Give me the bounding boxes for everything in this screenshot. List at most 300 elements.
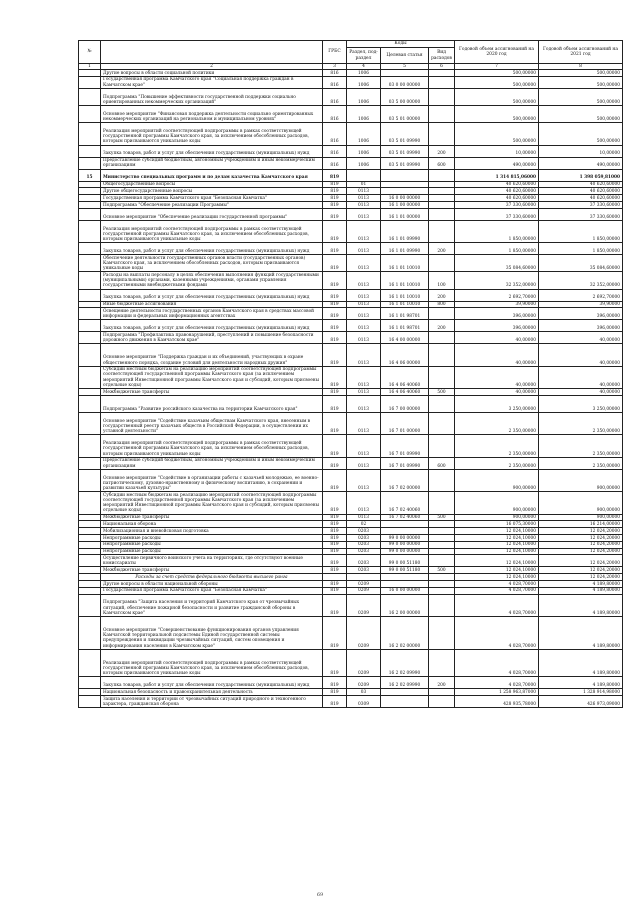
row-celevaya: 16 0 00 00000 (381, 587, 429, 594)
row-grbs: 816 (323, 70, 347, 77)
table-row (79, 587, 623, 594)
row-name: Межбюджетные трансферты (101, 567, 323, 574)
table-row (79, 689, 623, 696)
row-value-2021: 900,00000 (539, 469, 623, 491)
row-vid (429, 689, 455, 696)
row-celevaya: 16 1 01 10010 (381, 272, 429, 289)
row-razdel: 0113 (347, 243, 381, 255)
row-razdel: 0113 (347, 301, 381, 308)
row-number (79, 243, 101, 255)
row-value-2021: 37 330,60000 (539, 201, 623, 208)
row-vid: 200 (429, 677, 455, 689)
row-number (79, 395, 101, 412)
row-vid (429, 195, 455, 202)
row-grbs: 819 (323, 208, 347, 220)
row-razdel: 1006 (347, 70, 381, 77)
row-value-2021: 12 024,20000 (539, 567, 623, 574)
row-value-2020: 37 330,60000 (455, 201, 539, 208)
row-razdel: 01 (347, 181, 381, 188)
table-row (79, 272, 623, 289)
row-razdel: 0209 (347, 617, 381, 650)
table-row (79, 188, 623, 195)
row-grbs: 819 (323, 332, 347, 344)
table-row (79, 243, 623, 255)
row-razdel: 0309 (347, 696, 381, 708)
row-value-2020: 12 024,10000 (455, 528, 539, 535)
row-number: 15 (79, 169, 101, 181)
row-value-2020: 2 350,00000 (455, 457, 539, 469)
row-value-2021: 1 850,00000 (539, 220, 623, 242)
table-row (79, 555, 623, 567)
table-row (79, 395, 623, 412)
row-name: Национальная безопасность и правоохранительная деятельность (101, 689, 323, 696)
row-name: Расходы на выплаты персоналу в целях обеспечения выполнения функций государственными (муниципальными) органами, казенными учреждениями, органами управления государственными внебюджетными фондами (101, 272, 323, 289)
row-number (79, 574, 101, 581)
row-celevaya: 03 5 01 09990 (381, 123, 429, 145)
row-celevaya (381, 581, 429, 588)
row-number (79, 528, 101, 535)
row-value-2021: 500,00000 (539, 123, 623, 145)
row-value-2020: 900,00000 (455, 514, 539, 521)
row-grbs: 819 (323, 413, 347, 435)
row-value-2020: 2 350,00000 (455, 435, 539, 457)
row-value-2021: 16 214,00000 (539, 521, 623, 528)
row-celevaya: 16 1 01 10010 (381, 255, 429, 272)
row-celevaya (381, 696, 429, 708)
row-grbs: 819 (323, 255, 347, 272)
row-name: Обеспечение деятельности государственных органов власти (государственных органов) Камчатского края, за исключением обособленных расходов, которым присваиваются уникальные коды (101, 255, 323, 272)
row-value-2020: 396,00000 (455, 320, 539, 332)
row-number (79, 435, 101, 457)
header-vid: Вид расходов (429, 48, 455, 64)
row-grbs: 819 (323, 188, 347, 195)
row-vid (429, 413, 455, 435)
row-razdel (347, 169, 381, 181)
table-row (79, 541, 623, 548)
row-celevaya: 16 4 00 00000 (381, 332, 429, 344)
row-value-2020: 37 330,60000 (455, 208, 539, 220)
row-name: Защита населения и территории от чрезвычайных ситуаций природного и техногенного характера, гражданская оборона (101, 696, 323, 708)
table-row (79, 88, 623, 105)
row-number (79, 88, 101, 105)
row-vid: 500 (429, 389, 455, 396)
row-value-2021: 40 620,60000 (539, 188, 623, 195)
table-row (79, 145, 623, 157)
row-value-2021: 1 398 059,81000 (539, 169, 623, 181)
row-grbs: 819 (323, 541, 347, 548)
row-name: Осуществление первичного воинского учета на территориях, где отсутствуют военные комиссариаты (101, 555, 323, 567)
row-value-2020: 4 028,70000 (455, 677, 539, 689)
table-row (79, 308, 623, 320)
header-2021: Годовой объем ассигнований на 2021 год (539, 41, 623, 64)
row-celevaya: 03 5 00 00000 (381, 88, 429, 105)
row-value-2020: 4 028,70000 (455, 594, 539, 616)
row-name: Субсидии местным бюджетам на реализацию мероприятий соответствующей подпрограммы соответствующей государственной программы Камчатского края (за исключением мероприятий Инвестиционной программы Камчатского края и субсидий, которым присвоены отдельные коды) (101, 366, 323, 388)
row-number (79, 535, 101, 542)
row-razdel: 0113 (347, 389, 381, 396)
row-number (79, 201, 101, 208)
row-name: Непрограммные расходы (101, 548, 323, 555)
row-value-2020: 40,00000 (455, 332, 539, 344)
table-row (79, 574, 623, 581)
row-value-2021: 35 084,60000 (539, 255, 623, 272)
row-value-2020: 4 028,70000 (455, 581, 539, 588)
row-razdel: 0113 (347, 195, 381, 202)
row-name: Основное мероприятие "Финансовая поддержка деятельности социально ориентированных некоммерческих организаций на региональном и муниципальном уровнях" (101, 105, 323, 122)
table-row (79, 181, 623, 188)
row-razdel: 0113 (347, 201, 381, 208)
table-row (79, 320, 623, 332)
row-number (79, 76, 101, 88)
row-grbs: 819 (323, 201, 347, 208)
row-grbs: 819 (323, 301, 347, 308)
row-name: Межбюджетные трансферты (101, 514, 323, 521)
row-razdel: 0113 (347, 208, 381, 220)
row-name: Государственная программа Камчатского края "Безопасная Камчатка" (101, 195, 323, 202)
row-value-2020: 10,00000 (455, 145, 539, 157)
row-vid: 600 (429, 157, 455, 169)
table-row (79, 208, 623, 220)
row-name: Предоставление субсидий бюджетным, автономным учреждениям и иным некоммерческим организациям (101, 157, 323, 169)
table-row (79, 70, 623, 77)
table-row (79, 677, 623, 689)
row-value-2021: 500,00000 (539, 70, 623, 77)
row-name: Другие вопросы в области социальной политики (101, 70, 323, 77)
row-number (79, 548, 101, 555)
header-grbs: ГРБС (323, 41, 347, 64)
row-vid: 600 (429, 457, 455, 469)
row-grbs (323, 574, 347, 581)
row-razdel: 0209 (347, 581, 381, 588)
table-row (79, 201, 623, 208)
table-row (79, 521, 623, 528)
row-name: Закупка товаров, работ и услуг для обеспечения государственных (муниципальных) нужд (101, 677, 323, 689)
row-vid (429, 88, 455, 105)
row-name: Реализация мероприятий соответствующей подпрограммы в рамках соответствующей государственной программы Камчатского края, за исключением обособленных расходов, которым присваиваются уникальные коды (101, 435, 323, 457)
row-value-2020: 40,00000 (455, 366, 539, 388)
row-value-2020: 500,00000 (455, 105, 539, 122)
row-vid (429, 188, 455, 195)
row-value-2021: 4 189,80000 (539, 649, 623, 677)
row-grbs: 819 (323, 169, 347, 181)
row-value-2020: 12 024,10000 (455, 548, 539, 555)
row-number (79, 581, 101, 588)
table-body (79, 70, 623, 708)
row-number (79, 105, 101, 122)
header-codes: Коды (347, 41, 455, 48)
row-vid: 200 (429, 145, 455, 157)
row-vid (429, 594, 455, 616)
row-razdel: 1006 (347, 105, 381, 122)
row-value-2020: 500,00000 (455, 123, 539, 145)
row-razdel: 1006 (347, 123, 381, 145)
row-name: Субсидии местным бюджетам на реализацию мероприятий соответствующей подпрограммы соответствующей государственной программы Камчатского края (за исключением мероприятий Инвестиционной программы Камчатского края и субсидий, которым присвоены отдельные коды) (101, 492, 323, 514)
row-celevaya: 16 1 01 98701 (381, 320, 429, 332)
index-cell: 7 (455, 64, 539, 70)
row-razdel: 0113 (347, 366, 381, 388)
table-row (79, 617, 623, 650)
row-number (79, 301, 101, 308)
row-razdel (347, 574, 381, 581)
row-name: Межбюджетные трансферты (101, 389, 323, 396)
row-celevaya: 99 0 00 00000 (381, 535, 429, 542)
row-number (79, 344, 101, 366)
row-name: Министерство специальных программ и по делам казачества Камчатского края (101, 169, 323, 181)
table-row (79, 492, 623, 514)
index-cell: 6 (429, 64, 455, 70)
row-name: Мобилизационная и вневойсковая подготовка (101, 528, 323, 535)
row-name: Основное мероприятие "Поддержка граждан и их объединений, участвующих в охране общественного порядка, создание условий для деятельности народных дружин" (101, 344, 323, 366)
row-celevaya (381, 169, 429, 181)
row-value-2020: 12 024,10000 (455, 541, 539, 548)
row-value-2021: 40 620,60000 (539, 181, 623, 188)
row-number (79, 145, 101, 157)
row-number (79, 587, 101, 594)
row-value-2021: 39,90000 (539, 301, 623, 308)
row-number (79, 649, 101, 677)
row-grbs: 816 (323, 105, 347, 122)
row-razdel: 0113 (347, 514, 381, 521)
row-name: Предоставление субсидий бюджетным, автономным учреждениям и иным некоммерческим организациям (101, 457, 323, 469)
row-number (79, 594, 101, 616)
row-grbs: 819 (323, 567, 347, 574)
row-celevaya: 16 2 02 00000 (381, 617, 429, 650)
row-value-2021: 2 350,00000 (539, 413, 623, 435)
row-vid: 500 (429, 567, 455, 574)
row-razdel: 0203 (347, 541, 381, 548)
row-name: Реализация мероприятий соответствующей подпрограммы в рамках соответствующей государственной программы Камчатского края, за исключением обособленных расходов, которым присваиваются уникальные коды (101, 649, 323, 677)
row-number (79, 289, 101, 301)
table-row (79, 567, 623, 574)
page-number: 69 (316, 892, 324, 898)
table-row (79, 76, 623, 88)
row-vid (429, 308, 455, 320)
row-number (79, 521, 101, 528)
row-number (79, 677, 101, 689)
row-value-2021: 396,00000 (539, 320, 623, 332)
row-value-2020: 396,00000 (455, 308, 539, 320)
row-value-2020: 1 850,00000 (455, 243, 539, 255)
row-grbs: 819 (323, 581, 347, 588)
row-vid (429, 521, 455, 528)
row-razdel: 0203 (347, 528, 381, 535)
table-row (79, 548, 623, 555)
row-razdel: 0113 (347, 469, 381, 491)
table-row (79, 220, 623, 242)
row-celevaya: 16 7 02 40060 (381, 492, 429, 514)
row-value-2020: 3 250,00000 (455, 395, 539, 412)
row-vid (429, 344, 455, 366)
row-grbs: 819 (323, 617, 347, 650)
row-grbs: 819 (323, 696, 347, 708)
row-grbs: 819 (323, 649, 347, 677)
row-vid (429, 535, 455, 542)
table-row (79, 123, 623, 145)
row-celevaya: 16 7 00 00000 (381, 395, 429, 412)
row-vid (429, 208, 455, 220)
row-value-2020: 2 692,70000 (455, 289, 539, 301)
row-grbs: 816 (323, 145, 347, 157)
row-value-2021: 37 330,60000 (539, 208, 623, 220)
row-celevaya (381, 70, 429, 77)
row-celevaya: 99 0 00 51180 (381, 567, 429, 574)
row-value-2020: 4 028,70000 (455, 587, 539, 594)
row-name: Закупка товаров, работ и услуг для обеспечения государственных (муниципальных) нужд (101, 145, 323, 157)
row-celevaya: 16 1 01 98701 (381, 308, 429, 320)
row-value-2020: 35 084,60000 (455, 255, 539, 272)
row-grbs: 819 (323, 243, 347, 255)
table-row (79, 366, 623, 388)
row-name: Основное мероприятие "Обеспечение реализации государственной программы" (101, 208, 323, 220)
row-vid (429, 435, 455, 457)
row-name: Подпрограмма "Обеспечение реализации Программы" (101, 201, 323, 208)
row-celevaya: 99 0 00 00000 (381, 548, 429, 555)
row-celevaya: 03 5 01 09990 (381, 145, 429, 157)
row-value-2021: 2 350,00000 (539, 457, 623, 469)
row-vid: 200 (429, 320, 455, 332)
row-number (79, 389, 101, 396)
row-vid (429, 395, 455, 412)
row-name: Общегосударственные вопросы (101, 181, 323, 188)
row-value-2021: 1 328 914,98000 (539, 689, 623, 696)
table-row (79, 332, 623, 344)
row-vid (429, 617, 455, 650)
row-vid (429, 649, 455, 677)
row-value-2021: 40 620,60000 (539, 195, 623, 202)
row-vid (429, 169, 455, 181)
row-celevaya: 16 4 06 00000 (381, 344, 429, 366)
header-number: № (79, 41, 101, 64)
row-razdel: 0203 (347, 555, 381, 567)
row-vid (429, 541, 455, 548)
row-number (79, 123, 101, 145)
row-razdel: 0209 (347, 649, 381, 677)
row-name: Расходы за счет средств федерального бюджета высшего ранга (101, 574, 323, 581)
row-name: Закупка товаров, работ и услуг для обеспечения государственных (муниципальных) нужд (101, 289, 323, 301)
index-cell: 8 (539, 64, 623, 70)
row-value-2021: 10,00000 (539, 145, 623, 157)
table-row (79, 301, 623, 308)
row-value-2021: 12 024,20000 (539, 541, 623, 548)
row-number (79, 617, 101, 650)
row-name: Подпрограмма "Повышение эффективности государственной поддержки социально ориентированных некоммерческих организаций" (101, 88, 323, 105)
table-header (79, 41, 623, 70)
row-razdel: 0209 (347, 677, 381, 689)
row-razdel: 03 (347, 689, 381, 696)
row-value-2020: 500,00000 (455, 88, 539, 105)
row-grbs: 819 (323, 457, 347, 469)
row-name: Освещение деятельности государственных органов Камчатского края в средствах массовой информации и федеральных информационных агентствах (101, 308, 323, 320)
row-number (79, 366, 101, 388)
row-grbs: 819 (323, 548, 347, 555)
row-grbs: 819 (323, 272, 347, 289)
row-celevaya (381, 574, 429, 581)
row-value-2021: 500,00000 (539, 88, 623, 105)
row-value-2020: 500,00000 (455, 76, 539, 88)
row-celevaya (381, 521, 429, 528)
row-celevaya: 16 1 01 10010 (381, 301, 429, 308)
row-vid (429, 548, 455, 555)
row-razdel: 02 (347, 521, 381, 528)
row-value-2020: 40 620,60000 (455, 188, 539, 195)
row-vid (429, 105, 455, 122)
row-value-2020: 900,00000 (455, 469, 539, 491)
row-grbs: 819 (323, 435, 347, 457)
row-value-2020: 12 024,10000 (455, 574, 539, 581)
row-razdel: 1006 (347, 145, 381, 157)
row-name: Иные бюджетные ассигнования (101, 301, 323, 308)
row-vid (429, 255, 455, 272)
row-vid (429, 696, 455, 708)
row-number (79, 308, 101, 320)
row-value-2020: 1 850,00000 (455, 220, 539, 242)
row-value-2021: 4 189,80000 (539, 587, 623, 594)
row-razdel: 0209 (347, 594, 381, 616)
row-grbs: 819 (323, 366, 347, 388)
index-cell: 4 (347, 64, 381, 70)
index-cell: 1 (79, 64, 101, 70)
row-grbs: 819 (323, 514, 347, 521)
row-celevaya: 16 7 01 09990 (381, 435, 429, 457)
row-grbs: 819 (323, 220, 347, 242)
row-vid (429, 555, 455, 567)
row-vid (429, 528, 455, 535)
row-number (79, 332, 101, 344)
row-value-2020: 12 024,10000 (455, 535, 539, 542)
row-vid (429, 492, 455, 514)
row-celevaya: 16 1 01 09990 (381, 243, 429, 255)
row-name: Закупка товаров, работ и услуг для обеспечения государственных (муниципальных) нужд (101, 320, 323, 332)
row-value-2020: 40 620,60000 (455, 181, 539, 188)
row-value-2021: 396,00000 (539, 308, 623, 320)
row-name: Государственная программа Камчатского края "Безопасная Камчатка" (101, 587, 323, 594)
row-value-2021: 500,00000 (539, 105, 623, 122)
row-value-2020: 39,90000 (455, 301, 539, 308)
row-name: Закупка товаров, работ и услуг для обеспечения государственных (муниципальных) нужд (101, 243, 323, 255)
row-number (79, 541, 101, 548)
row-grbs: 819 (323, 594, 347, 616)
table-row (79, 195, 623, 202)
row-name: Непрограммные расходы (101, 535, 323, 542)
row-value-2020: 32 352,00000 (455, 272, 539, 289)
header-2020: Годовой объем ассигнований на 2020 год (455, 41, 539, 64)
row-grbs: 816 (323, 123, 347, 145)
row-value-2021: 40,00000 (539, 344, 623, 366)
row-celevaya: 16 7 02 40060 (381, 514, 429, 521)
row-value-2020: 12 024,10000 (455, 555, 539, 567)
row-razdel: 0113 (347, 272, 381, 289)
row-celevaya: 16 1 00 00000 (381, 201, 429, 208)
row-razdel: 0113 (347, 308, 381, 320)
row-number (79, 208, 101, 220)
row-grbs: 819 (323, 308, 347, 320)
row-value-2021: 900,00000 (539, 514, 623, 521)
row-celevaya: 03 5 01 09990 (381, 157, 429, 169)
row-value-2020: 4 028,70000 (455, 617, 539, 650)
row-value-2021: 490,00000 (539, 157, 623, 169)
table-row (79, 581, 623, 588)
table-row (79, 389, 623, 396)
row-vid (429, 220, 455, 242)
row-value-2021: 12 024,20000 (539, 535, 623, 542)
row-grbs: 819 (323, 389, 347, 396)
row-razdel: 0113 (347, 332, 381, 344)
row-grbs: 819 (323, 344, 347, 366)
row-vid: 800 (429, 301, 455, 308)
row-number (79, 157, 101, 169)
row-razdel: 0113 (347, 435, 381, 457)
row-name: Реализация мероприятий соответствующей подпрограммы в рамках соответствующей государственной программы Камчатского края, за исключением обособленных расходов, которым присваиваются уникальные коды (101, 220, 323, 242)
